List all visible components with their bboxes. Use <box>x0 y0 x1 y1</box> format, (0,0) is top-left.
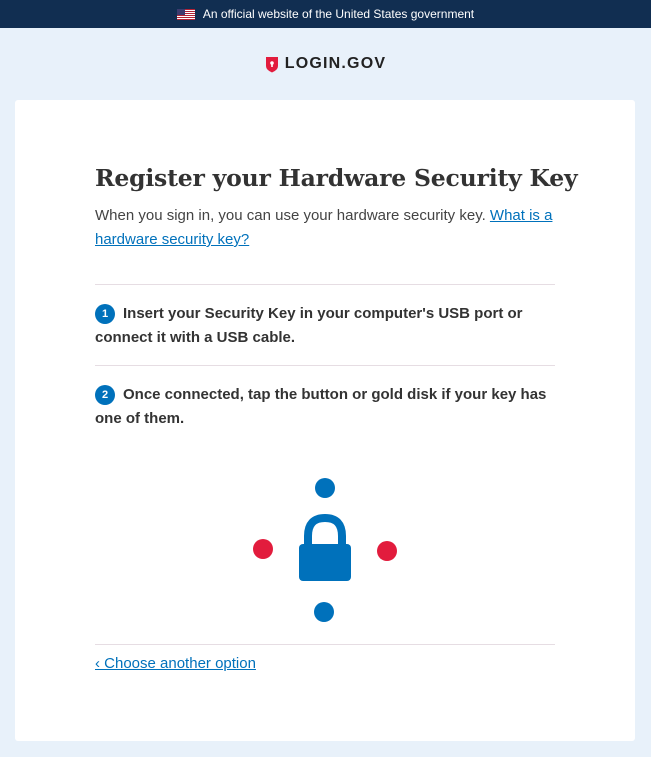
intro-text: When you sign in, you can use your hardware security key. <box>95 207 490 224</box>
indicator-dot-right <box>377 541 397 561</box>
step-1 <box>95 302 555 350</box>
choose-another-option-link[interactable]: ‹ Choose another option <box>95 655 256 672</box>
padlock-icon <box>299 518 351 581</box>
step-text: Insert your Security Key in your computer's USB port or connect it with a USB cable. <box>95 305 523 346</box>
step-text: Once connected, tap the button or gold disk if your key has one of them. <box>95 386 547 427</box>
main-card <box>15 100 635 741</box>
intro-paragraph <box>95 204 555 252</box>
brand-logo[interactable] <box>265 55 386 73</box>
gov-banner-text: An official website of the United States government <box>202 7 475 21</box>
indicator-dot-left <box>253 539 273 559</box>
step-number-badge: 1 <box>95 304 115 324</box>
page-title: Register your Hardware Security Key <box>95 164 578 192</box>
divider <box>95 644 555 645</box>
us-flag-icon <box>177 9 195 20</box>
brand-name: LOGIN.GOV <box>284 55 387 72</box>
divider <box>95 284 555 285</box>
indicator-dot-top <box>315 478 335 498</box>
security-key-illustration <box>95 470 555 630</box>
gov-banner <box>0 0 651 28</box>
shield-lock-icon <box>265 56 279 73</box>
brand-header <box>0 28 651 100</box>
indicator-dot-bottom <box>314 602 334 622</box>
step-number-badge: 2 <box>95 385 115 405</box>
step-2 <box>95 383 555 431</box>
what-is-key-link[interactable]: What is a hardware security key? <box>95 207 553 248</box>
divider <box>95 365 555 366</box>
